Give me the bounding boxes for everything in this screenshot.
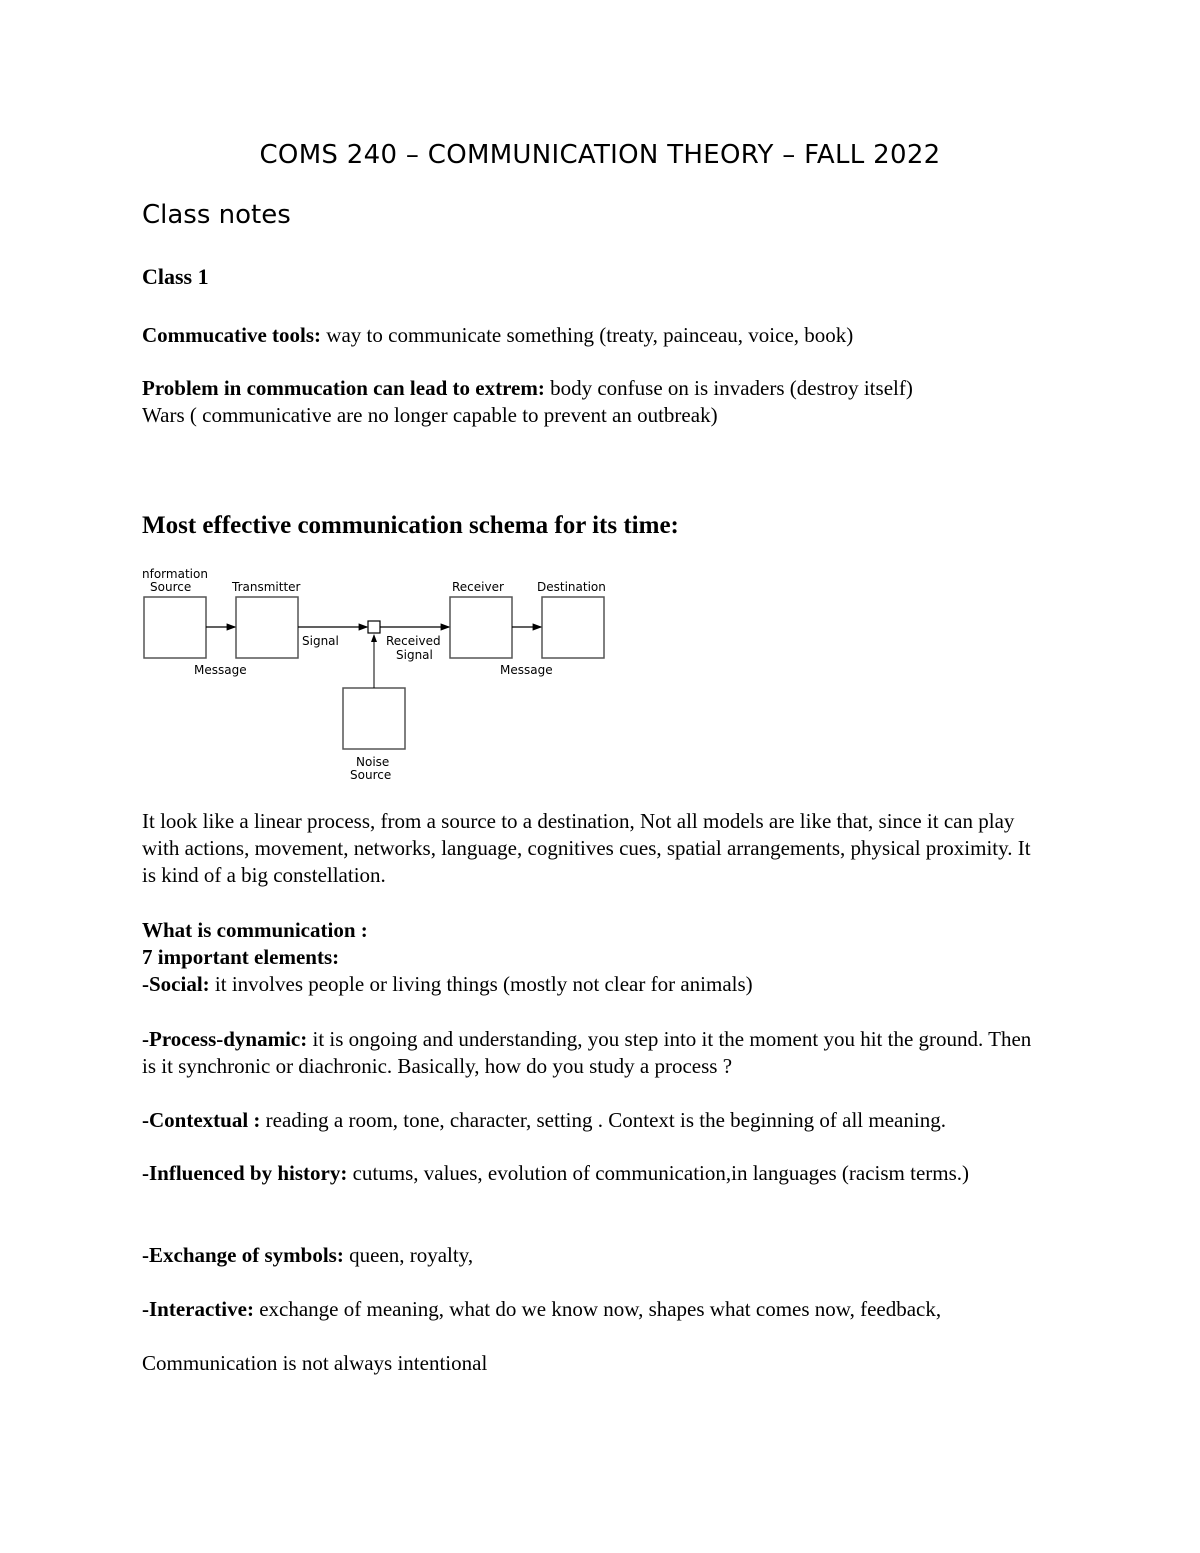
element-label: -Exchange of symbols: (142, 1243, 344, 1267)
problem-paragraph (142, 375, 1062, 429)
element-text: cutums, values, evolution of communication,in languages (racism terms.) (347, 1161, 970, 1185)
element-history (142, 1160, 1022, 1187)
info-source-label-1: nformation (142, 567, 208, 581)
received-signal-label-1: Received (386, 634, 441, 648)
message-label-left: Message (194, 663, 247, 677)
elements-heading: 7 important elements: (142, 945, 340, 969)
destination-label: Destination (537, 580, 606, 594)
signal-junction (368, 621, 380, 633)
receiver-box (450, 597, 512, 658)
transmitter-box (236, 597, 298, 658)
linear-process-paragraph: It look like a linear process, from a source to a destination, Not all models are like that, since it can play with actions, movement, networks, language, cognitives cues, spatial arrangements, physical proximity. It is kind of a big constellation. (142, 809, 1031, 887)
problem-line2: Wars ( communicative are no longer capable to prevent an outbreak) (142, 403, 718, 427)
tools-paragraph (142, 322, 1062, 349)
element-text: it involves people or living things (mostly not clear for animals) (209, 972, 753, 996)
signal-label: Signal (302, 634, 339, 648)
message-label-right: Message (500, 663, 553, 677)
tools-label: Commucative tools: (142, 323, 322, 347)
what-is-heading: What is communication : (142, 918, 368, 942)
destination-box (542, 597, 604, 658)
element-symbols (142, 1242, 1062, 1269)
transmitter-label: Transmitter (232, 580, 301, 594)
element-label: -Influenced by history: (142, 1161, 348, 1185)
element-social (142, 971, 1062, 998)
element-text: reading a room, tone, character, setting . Context is the beginning of all meaning. (260, 1108, 946, 1132)
info-source-box (144, 597, 206, 658)
element-label: -Process-dynamic: (142, 1027, 308, 1051)
class-heading: Class 1 (142, 264, 209, 289)
document-title: COMS 240 – COMMUNICATION THEORY – FALL 2022 (259, 140, 941, 170)
element-label: -Contextual : (142, 1108, 261, 1132)
element-text: it is ongoing and understanding, you step into it the moment you hit the ground. Then is it synchronic or diachronic. Basically, how do you study a process ? (142, 1027, 1032, 1078)
problem-label: Problem in commucation can lead to extrem: (142, 376, 545, 400)
closing-line: Communication is not always intentional (142, 1351, 488, 1375)
class-notes-heading: Class notes (142, 200, 291, 230)
schema-heading: Most effective communication schema for its time: (142, 512, 679, 539)
element-text: exchange of meaning, what do we know now, shapes what comes now, feedback, (253, 1297, 942, 1321)
element-process-dynamic (142, 1026, 1042, 1080)
problem-text: body confuse on is invaders (destroy itself) (544, 376, 913, 400)
element-text: queen, royalty, (343, 1243, 474, 1267)
element-contextual (142, 1107, 1062, 1134)
elements-section (142, 917, 1062, 998)
communication-diagram (138, 560, 618, 790)
noise-source-box (343, 688, 405, 749)
received-signal-label-2: Signal (396, 648, 433, 662)
tools-text: way to communicate something (treaty, painceau, voice, book) (321, 323, 854, 347)
element-label: -Social: (142, 972, 210, 996)
noise-source-label-2: Source (350, 768, 392, 782)
element-interactive (142, 1296, 1062, 1323)
info-source-label-2: Source (150, 580, 192, 594)
receiver-label: Receiver (452, 580, 504, 594)
noise-source-label-1: Noise (356, 755, 390, 769)
element-label: -Interactive: (142, 1297, 254, 1321)
